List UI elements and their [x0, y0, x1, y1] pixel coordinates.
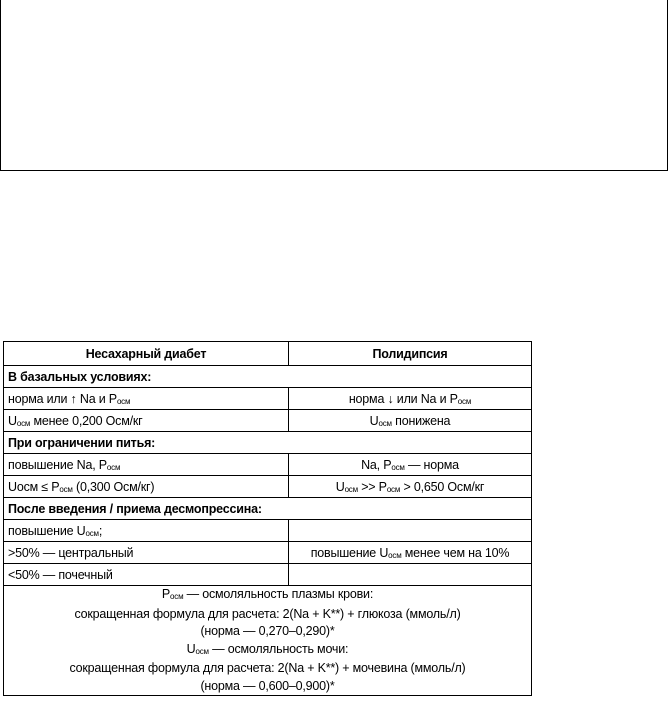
- table-footnotes: [4, 586, 532, 696]
- comparison-table: [3, 341, 532, 696]
- cell-left: повышение $U_{осм}$;: [4, 520, 289, 542]
- note-line: сокращенная формула для расчета: 2(Na + K**) + мочевина (ммоль/л): [69, 661, 466, 675]
- cell-right: норма ↓ или Na и $P_{осм}$: [289, 388, 532, 410]
- note-line: $P_{осм}$ — осмоляльность плазмы крови:: [161, 587, 374, 601]
- table-header-row: [4, 342, 532, 366]
- cell-right: Na, $P_{осм}$ — норма: [289, 454, 532, 476]
- note-line: (норма — 0,270–0,290)*: [200, 624, 335, 638]
- top-frame: [0, 0, 668, 171]
- cell-left: $U_{осм}$ менее 0,200 Осм/кг: [4, 410, 289, 432]
- section-title-basal: В базальных условиях:: [4, 366, 532, 388]
- note-line: (норма — 0,600–0,900)*: [200, 678, 335, 693]
- note-line: $U_{осм}$ — осмоляльность мочи:: [186, 641, 349, 656]
- notes-row: [4, 586, 532, 696]
- cell-left: <50% — почечный: [4, 564, 289, 586]
- section-row: [4, 366, 532, 388]
- header-polydipsia: Полидипсия: [289, 342, 532, 366]
- table-row: [4, 388, 532, 410]
- header-diabetes-insipidus: Несахарный диабет: [4, 342, 289, 366]
- section-title-fluid-restriction: При ограничении питья:: [4, 432, 532, 454]
- section-row: [4, 432, 532, 454]
- cell-left: повышение Na, $P_{осм}$: [4, 454, 289, 476]
- note-line: сокращенная формула для расчета: 2(Na + K**) + глюкоза (ммоль/л): [74, 606, 461, 621]
- table-row: [4, 542, 532, 564]
- table-row: [4, 410, 532, 432]
- cell-left: норма или ↑ Na и $P_{осм}$: [4, 388, 289, 410]
- table-row: [4, 520, 532, 542]
- cell-right: $U_{осм}$ понижена: [289, 410, 532, 432]
- section-row: [4, 498, 532, 520]
- cell-right-empty: [289, 520, 532, 542]
- cell-right-empty: [289, 564, 532, 586]
- table-row: [4, 454, 532, 476]
- table-row: [4, 564, 532, 586]
- cell-left: >50% — центральный: [4, 542, 289, 564]
- cell-right: $U_{осм} >> P_{осм} > 0,650$ Осм/кг: [289, 476, 532, 498]
- table-row: [4, 476, 532, 498]
- section-title-desmopressin: После введения / приема десмопрессина:: [4, 498, 532, 520]
- cell-left: Uосм ≤ $P_{осм}$ (0,300 Осм/кг): [4, 476, 289, 498]
- cell-right: повышение $U_{осм}$ менее чем на 10%: [289, 542, 532, 564]
